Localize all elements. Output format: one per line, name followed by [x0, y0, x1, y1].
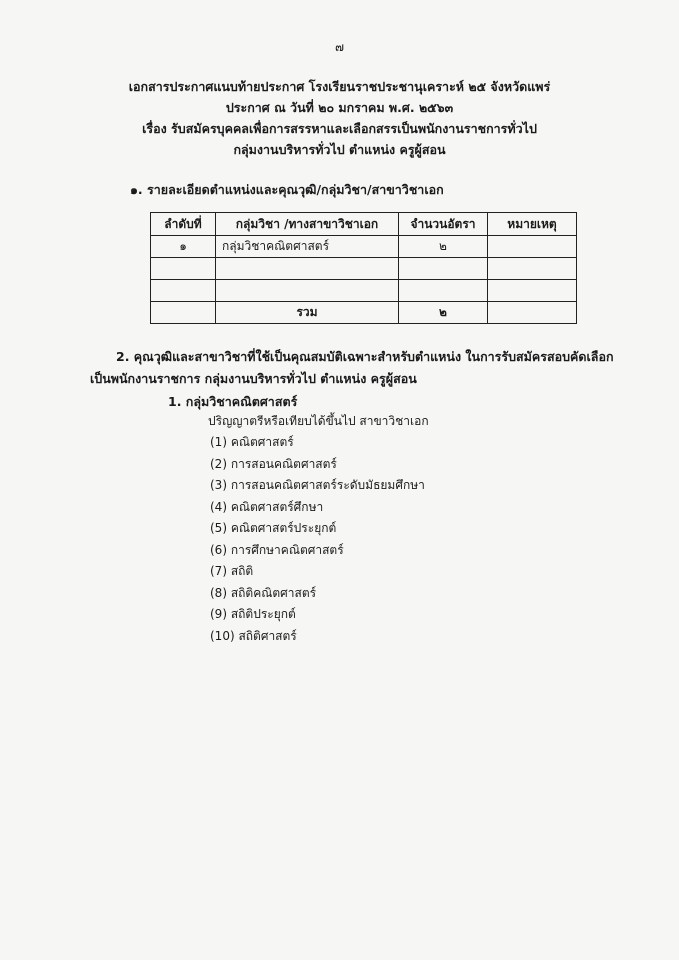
- table-cell: [399, 280, 488, 302]
- header-line-4: กลุ่มงานบริหารทั่วไป ตำแหน่ง ครูผู้สอน: [233, 142, 446, 157]
- list-item: (9) สถิติประยุกต์: [210, 607, 296, 621]
- list-item: (10) สถิติศาสตร์: [210, 628, 297, 643]
- column-header: หมายเหตุ: [488, 213, 577, 236]
- document-header: [0, 76, 679, 160]
- list-item: (3) การสอนคณิตศาสตร์ระดับมัธยมศึกษา: [210, 478, 425, 492]
- list-item: (8) สถิติคณิตศาสตร์: [210, 585, 317, 600]
- list-item: (2) การสอนคณิตศาสตร์: [210, 456, 337, 471]
- degree-requirement: ปริญญาตรีหรือเทียบได้ขึ้นไป สาขาวิชาเอก: [208, 414, 429, 428]
- majors-list: [210, 432, 425, 647]
- table-cell: ๑: [151, 236, 216, 258]
- list-item: (1) คณิตศาสตร์: [210, 435, 294, 449]
- table-cell: [151, 302, 216, 324]
- table-row: [151, 258, 577, 280]
- table-row: [151, 280, 577, 302]
- list-item: (5) คณิตศาสตร์ประยุกต์: [210, 521, 337, 535]
- section-2-heading: [90, 346, 616, 390]
- table-cell: [488, 302, 577, 324]
- total-label: รวม: [216, 302, 399, 324]
- list-item: (7) สถิติ: [210, 564, 254, 578]
- table-total-row: [151, 302, 577, 324]
- table-cell: [488, 280, 577, 302]
- list-item: (4) คณิตศาสตร์ศึกษา: [210, 499, 324, 514]
- total-value: ๒: [399, 302, 488, 324]
- list-item: (6) การศึกษาคณิตศาสตร์: [210, 542, 344, 557]
- table-cell: [151, 258, 216, 280]
- column-header: จำนวนอัตรา: [399, 213, 488, 236]
- header-line-2: ประกาศ ณ วันที่ ๒๐ มกราคม พ.ศ. ๒๕๖๓: [225, 100, 454, 115]
- position-table: [150, 212, 577, 324]
- section-2-line-1: 2. คุณวุฒิและสาขาวิชาที่ใช้เป็นคุณสมบัติเฉพาะสำหรับตำแหน่ง ในการรับสมัครสอบคัดเลือก: [116, 349, 614, 364]
- header-line-1: เอกสารประกาศแนบท้ายประกาศ โรงเรียนราชประชานุเคราะห์ ๒๕ จังหวัดแพร่: [128, 79, 551, 94]
- math-group-subheading: 1. กลุ่มวิชาคณิตศาสตร์: [168, 394, 298, 409]
- header-line-3: เรื่อง รับสมัครบุคคลเพื่อการสรรหาและเลือกสรรเป็นพนักงานราชการทั่วไป: [142, 121, 537, 136]
- table-cell: [488, 236, 577, 258]
- table-header-row: [151, 213, 577, 236]
- column-header: กลุ่มวิชา /ทางสาขาวิชาเอก: [216, 213, 399, 236]
- table-cell: [216, 280, 399, 302]
- table-cell: กลุ่มวิชาคณิตศาสตร์: [216, 236, 399, 258]
- column-header: ลำดับที่: [151, 213, 216, 236]
- table-cell: [151, 280, 216, 302]
- table-cell: [216, 258, 399, 280]
- section-1-heading: ๑. รายละเอียดตำแหน่งและคุณวุฒิ/กลุ่มวิชา/สาขาวิชาเอก: [130, 182, 444, 197]
- table-cell: ๒: [399, 236, 488, 258]
- table-cell: [488, 258, 577, 280]
- table-cell: [399, 258, 488, 280]
- section-2-line-2: เป็นพนักงานราชการ กลุ่มงานบริหารทั่วไป ตำแหน่ง ครูผู้สอน: [90, 371, 417, 386]
- page-number: ๗: [334, 40, 345, 54]
- table-row: [151, 236, 577, 258]
